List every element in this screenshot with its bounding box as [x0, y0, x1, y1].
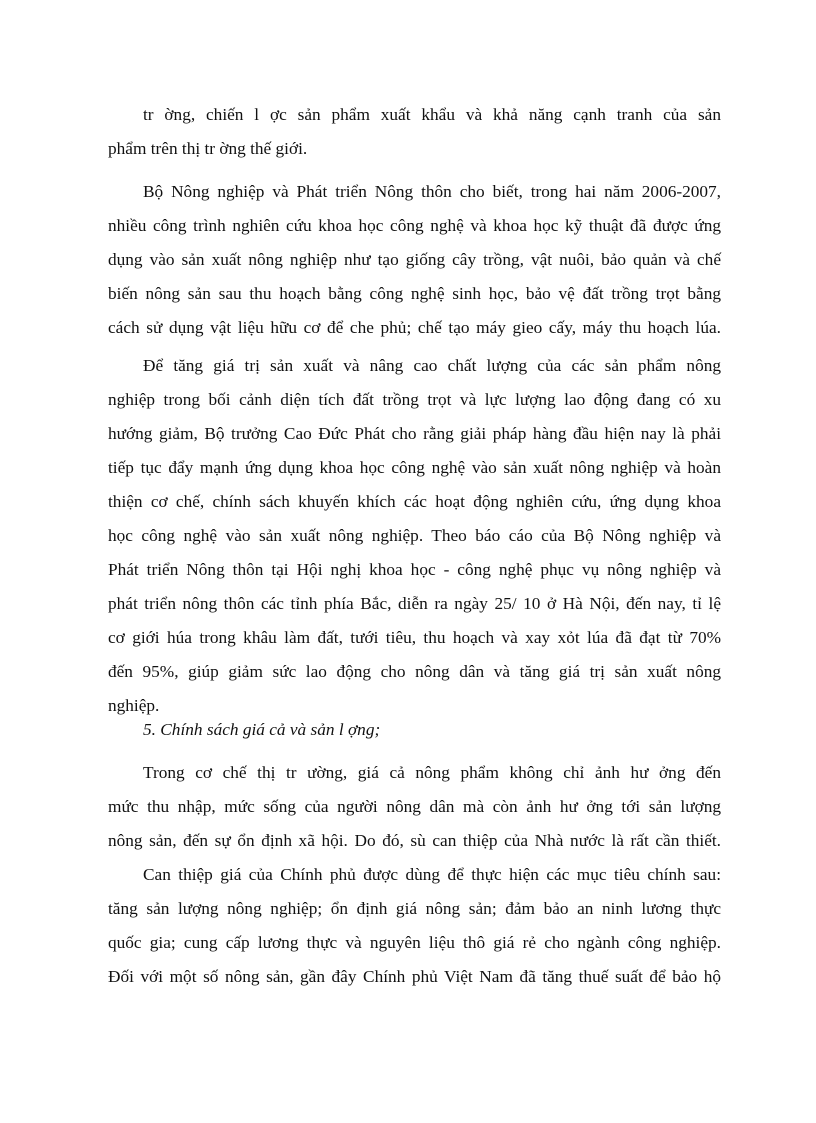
text-line: Phát triển Nông thôn tại Hội nghị khoa học - công nghệ phục vụ nông nghiệp và: [108, 560, 721, 579]
section-heading: 5. Chính sách giá cả và sản l ợng;: [143, 720, 381, 739]
text-line: thiện cơ chế, chính sách khuyến khích các hoạt động nghiên cứu, ứng dụng khoa: [108, 492, 721, 511]
text-line: Để tăng giá trị sản xuất và nâng cao chất lượng của các sản phẩm nông: [143, 356, 721, 375]
text-line: quốc gia; cung cấp lương thực và nguyên liệu thô giá rẻ cho ngành công nghiệp.: [108, 933, 721, 952]
text-line: phẩm trên thị tr ờng thế giới.: [108, 139, 308, 158]
text-line: tr ờng, chiến l ợc sản phẩm xuất khẩu và khả năng cạnh tranh của sản: [143, 105, 721, 124]
text-line: tăng sản lượng nông nghiệp; ổn định giá nông sản; đảm bảo an ninh lương thực: [108, 899, 721, 918]
text-line: Can thiệp giá của Chính phủ được dùng để thực hiện các mục tiêu chính sau:: [143, 865, 721, 884]
text-line: Trong cơ chế thị tr ường, giá cả nông phẩm không chỉ ảnh hư ởng đến: [143, 763, 721, 782]
text-line: Đối với một số nông sản, gần đây Chính phủ Việt Nam đã tăng thuế suất để bảo hộ: [108, 967, 721, 986]
text-line: biến nông sản sau thu hoạch bằng công nghệ sinh học, bảo vệ đất trồng trọt bằng: [108, 284, 721, 303]
text-line: cách sử dụng vật liệu hữu cơ để che phủ; chế tạo máy gieo cấy, máy thu hoạch lúa.: [108, 318, 721, 337]
text-line: nghiệp.: [108, 696, 160, 715]
text-line: mức thu nhập, mức sống của người nông dân mà còn ảnh hư ởng tới sản lượng: [108, 797, 721, 816]
text-line: phát triển nông thôn các tỉnh phía Bắc, diễn ra ngày 25/ 10 ở Hà Nội, đến nay, tỉ lệ: [108, 594, 721, 613]
text-line: dụng vào sản xuất nông nghiệp như tạo giống cây trồng, vật nuôi, bảo quản và chế: [108, 250, 721, 269]
text-line: nhiều công trình nghiên cứu khoa học công nghệ và khoa học kỹ thuật đã được ứng: [108, 216, 721, 235]
text-line: hướng giảm, Bộ trưởng Cao Đức Phát cho rằng giải pháp hàng đầu hiện nay là phải: [108, 424, 721, 443]
text-line: Bộ Nông nghiệp và Phát triển Nông thôn cho biết, trong hai năm 2006-2007,: [143, 182, 721, 201]
text-line: học công nghệ vào sản xuất nông nghiệp. Theo báo cáo của Bộ Nông nghiệp và: [108, 526, 721, 545]
text-line: nghiệp trong bối cảnh diện tích đất trồng trọt và lực lượng lao động đang có xu: [108, 390, 721, 409]
text-line: tiếp tục đẩy mạnh ứng dụng khoa học công nghệ vào sản xuất nông nghiệp và hoàn: [108, 458, 721, 477]
text-line: nông sản, đến sự ổn định xã hội. Do đó, sù can thiệp của Nhà nước là rất cần thiết.: [108, 831, 721, 850]
text-line: đến 95%, giúp giảm sức lao động cho nông dân và tăng giá trị sản xuất nông: [108, 662, 721, 681]
text-line: cơ giới húa trong khâu làm đất, tưới tiêu, thu hoạch và xay xỏt lúa đã đạt từ 70%: [108, 628, 721, 647]
